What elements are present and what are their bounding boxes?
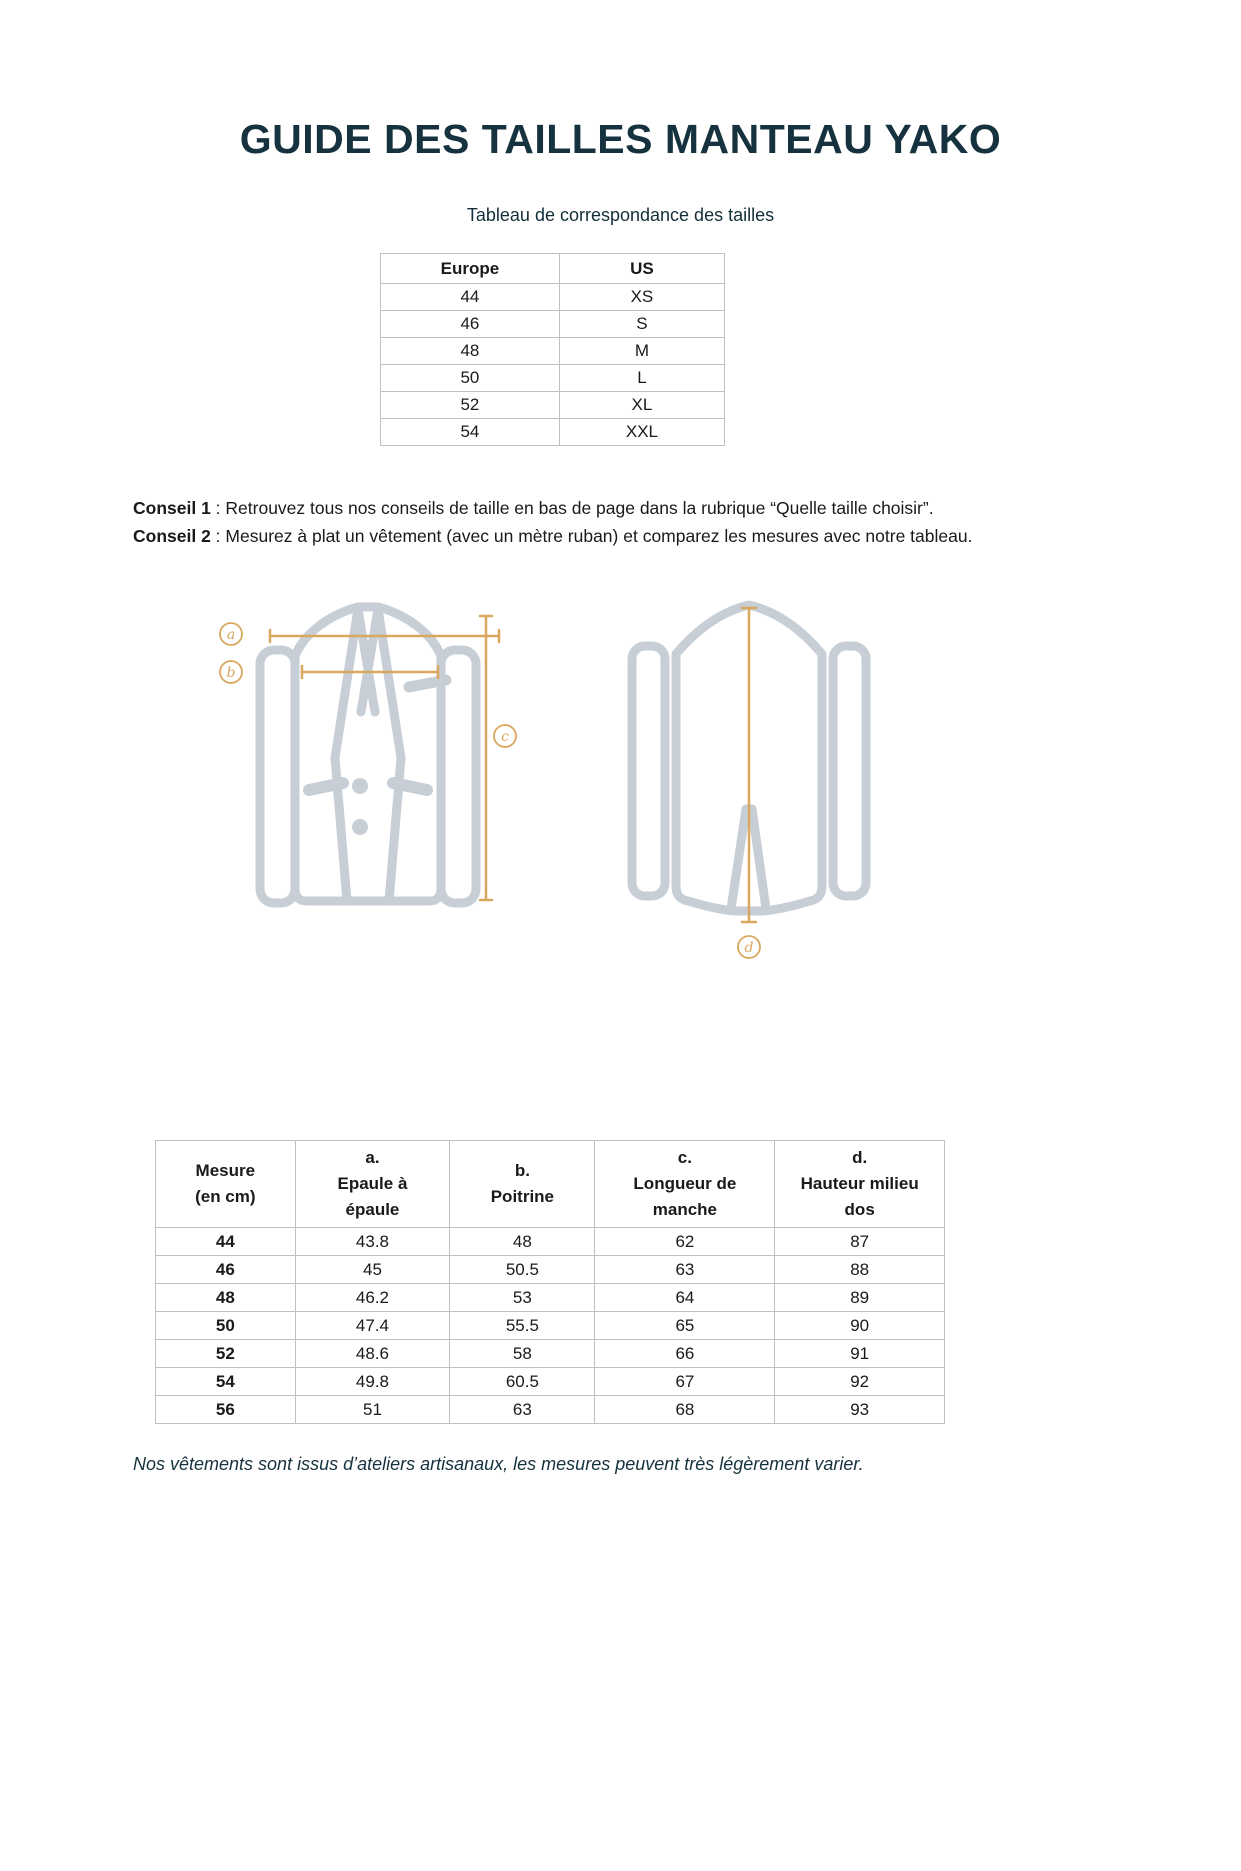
- table-cell: 50: [156, 1312, 296, 1340]
- footer-note: Nos vêtements sont issus d’ateliers artisanaux, les mesures peuvent très légèrement varier.: [133, 1454, 864, 1475]
- table-row: [381, 338, 725, 365]
- table-cell: 50: [381, 365, 560, 392]
- marker-a-label: a: [226, 627, 236, 644]
- table-cell: 44: [156, 1228, 296, 1256]
- table-cell: 45: [295, 1256, 450, 1284]
- coat-measurement-diagrams: [0, 590, 1241, 982]
- table-cell: 48: [450, 1228, 595, 1256]
- table-cell: 65: [595, 1312, 775, 1340]
- table-cell: 93: [775, 1396, 945, 1424]
- table-cell: 66: [595, 1340, 775, 1368]
- table-cell: 90: [775, 1312, 945, 1340]
- table-row: [156, 1256, 945, 1284]
- table-cell: 53: [450, 1284, 595, 1312]
- table-row: [156, 1396, 945, 1424]
- table-cell: 54: [156, 1368, 296, 1396]
- table-cell: 58: [450, 1340, 595, 1368]
- table-cell: 60.5: [450, 1368, 595, 1396]
- tips-section: [133, 494, 1101, 550]
- table-cell: 52: [381, 392, 560, 419]
- tip-1: [133, 494, 1101, 522]
- column-header: c. Longueur de manche: [595, 1141, 775, 1228]
- table-row: [381, 311, 725, 338]
- table-cell: XXL: [559, 419, 724, 446]
- table-row: [381, 392, 725, 419]
- column-header: a. Epaule à épaule: [295, 1141, 450, 1228]
- table-row: [156, 1228, 945, 1256]
- column-header: Europe: [381, 254, 560, 284]
- tip-2-text: : Mesurez à plat un vêtement (avec un mètre ruban) et comparez les mesures avec notre tableau.: [210, 526, 973, 547]
- marker-b-label: b: [226, 665, 236, 682]
- table-cell: 46: [156, 1256, 296, 1284]
- table-cell: M: [559, 338, 724, 365]
- column-header: US: [559, 254, 724, 284]
- coat-front-diagram: [208, 590, 528, 960]
- table-cell: 63: [595, 1256, 775, 1284]
- table-cell: 52: [156, 1340, 296, 1368]
- tip-1-text: : Retrouvez tous nos conseils de taille en bas de page dans la rubrique “Quelle taille choisir”.: [210, 498, 934, 519]
- column-header: d. Hauteur milieu dos: [775, 1141, 945, 1228]
- table-cell: 48: [381, 338, 560, 365]
- table-cell: 44: [381, 284, 560, 311]
- subtitle: Tableau de correspondance des tailles: [466, 205, 775, 226]
- table-row: [381, 365, 725, 392]
- table-row: [156, 1340, 945, 1368]
- coat-front-outline: [260, 607, 476, 903]
- coat-back-diagram: [618, 590, 880, 982]
- size-guide-document: [0, 116, 1241, 1871]
- table-cell: 50.5: [450, 1256, 595, 1284]
- header-row: [381, 254, 725, 284]
- size-correspondence-table: [380, 253, 725, 446]
- table-cell: 46: [381, 311, 560, 338]
- table-cell: 55.5: [450, 1312, 595, 1340]
- header-row: [156, 1141, 945, 1228]
- table-cell: 56: [156, 1396, 296, 1424]
- table-row: [381, 284, 725, 311]
- column-header: b. Poitrine: [450, 1141, 595, 1228]
- tip-1-label: Conseil 1: [133, 498, 211, 519]
- table-cell: 46.2: [295, 1284, 450, 1312]
- table-cell: 89: [775, 1284, 945, 1312]
- table-cell: 87: [775, 1228, 945, 1256]
- table-cell: L: [559, 365, 724, 392]
- table-cell: XL: [559, 392, 724, 419]
- table-cell: XS: [559, 284, 724, 311]
- table-cell: 91: [775, 1340, 945, 1368]
- marker-c-label: c: [501, 729, 509, 746]
- coat-front-buttons: [352, 778, 368, 835]
- table-row: [156, 1368, 945, 1396]
- table-cell: 62: [595, 1228, 775, 1256]
- table-row: [381, 419, 725, 446]
- table-cell: 67: [595, 1368, 775, 1396]
- tip-2-label: Conseil 2: [133, 526, 211, 547]
- table-cell: 48: [156, 1284, 296, 1312]
- table-cell: 54: [381, 419, 560, 446]
- table-row: [156, 1312, 945, 1340]
- table-cell: 68: [595, 1396, 775, 1424]
- measurement-lines-back: [742, 608, 756, 922]
- table-cell: 88: [775, 1256, 945, 1284]
- marker-d-label: d: [744, 940, 754, 957]
- table-cell: S: [559, 311, 724, 338]
- column-header: Mesure (en cm): [156, 1141, 296, 1228]
- table-cell: 48.6: [295, 1340, 450, 1368]
- table-cell: 51: [295, 1396, 450, 1424]
- marker-badges-back: [738, 936, 760, 958]
- table-cell: 49.8: [295, 1368, 450, 1396]
- tip-2: [133, 522, 1101, 550]
- table-cell: 64: [595, 1284, 775, 1312]
- table-row: [156, 1284, 945, 1312]
- table-cell: 92: [775, 1368, 945, 1396]
- measurements-table: [155, 1140, 945, 1424]
- page-title: GUIDE DES TAILLES MANTEAU YAKO: [239, 116, 1002, 162]
- table-cell: 47.4: [295, 1312, 450, 1340]
- table-cell: 63: [450, 1396, 595, 1424]
- table-cell: 43.8: [295, 1228, 450, 1256]
